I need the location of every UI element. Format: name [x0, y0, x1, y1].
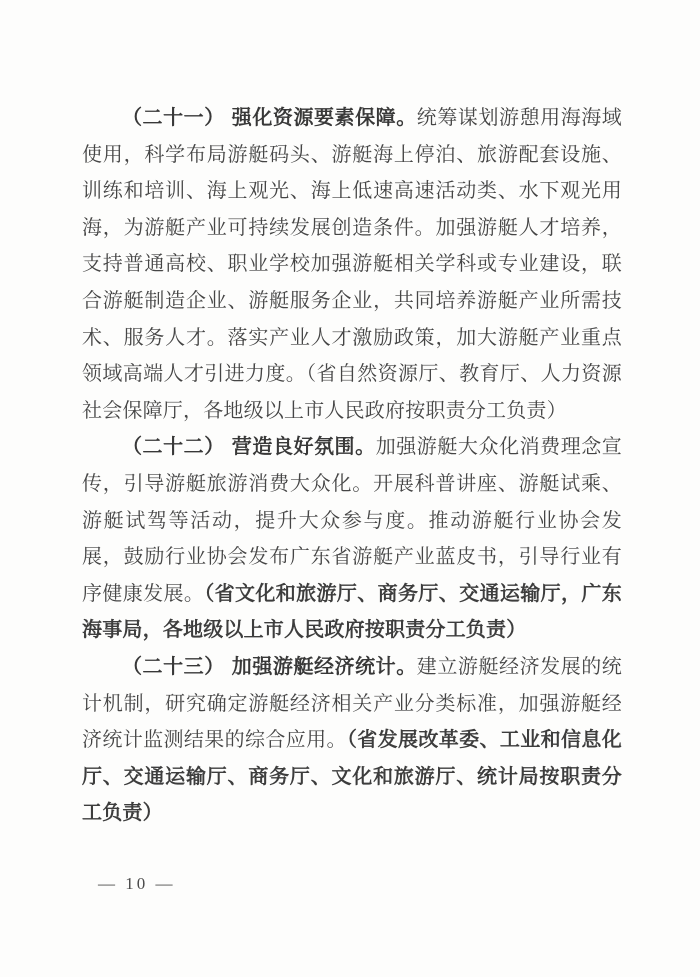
paragraph-section-23 [82, 649, 622, 832]
section-21-responsibility-note: （省自然资源厅、教育厅、人力资源社会保障厅，各地级以上市人民政府按职责分工负责） [82, 363, 623, 422]
section-23-marker: （二十三） [122, 655, 225, 678]
paragraph-section-22 [82, 429, 622, 649]
section-22-responsibility-note: （省文化和旅游厅、商务厅、交通运输厅，广东海事局，各地级以上市人民政府按职责分工负责） [82, 582, 622, 642]
section-23-heading: 加强游艇经济统计。 [231, 655, 417, 678]
section-21-body: 统筹谋划游憩用海海域使用，科学布局游艇码头、游艇海上停泊、旅游配套设施、训练和培训、海上观光、海上低速高速活动类、水下观光用海，为游艇产业可持续发展创造条件。加强游艇人才培养，支持普通高校、职业学校加强游艇相关学科或专业建设，联合游艇制造企业、游艇服务企业，共同培养游艇产业所需技术、服务人才。落实产业人才激励政策，加大游艇产业重点领域高端人才引进力度。 [82, 107, 623, 386]
page-number: — 10 — [98, 874, 176, 893]
section-22-heading: 营造良好氛围。 [231, 436, 376, 459]
section-23-body: 建立游艇经济发展的统计机制，研究确定游艇经济相关产业分类标准，加强游艇经济统计监测结果的综合应用。 [82, 655, 623, 752]
section-23-responsibility-note: （省发展改革委、工业和信息化厅、交通运输厅、商务厅、文化和旅游厅、统计局按职责分工负责） [82, 729, 622, 825]
section-21-heading: 强化资源要素保障。 [231, 107, 417, 129]
section-22-marker: （二十二） [122, 436, 225, 459]
section-22-body: 加强游艇大众化消费理念宣传，引导游艇旅游消费大众化。开展科普讲座、游艇试乘、游艇试驾等活动，提升大众参与度。推动游艇行业协会发展，鼓励行业协会发布广东省游艇产业蓝皮书，引导行业有序健康发展。 [82, 436, 623, 605]
section-21-marker: （二十一） [122, 107, 225, 129]
document-body [82, 100, 622, 832]
paragraph-section-21 [82, 100, 622, 429]
